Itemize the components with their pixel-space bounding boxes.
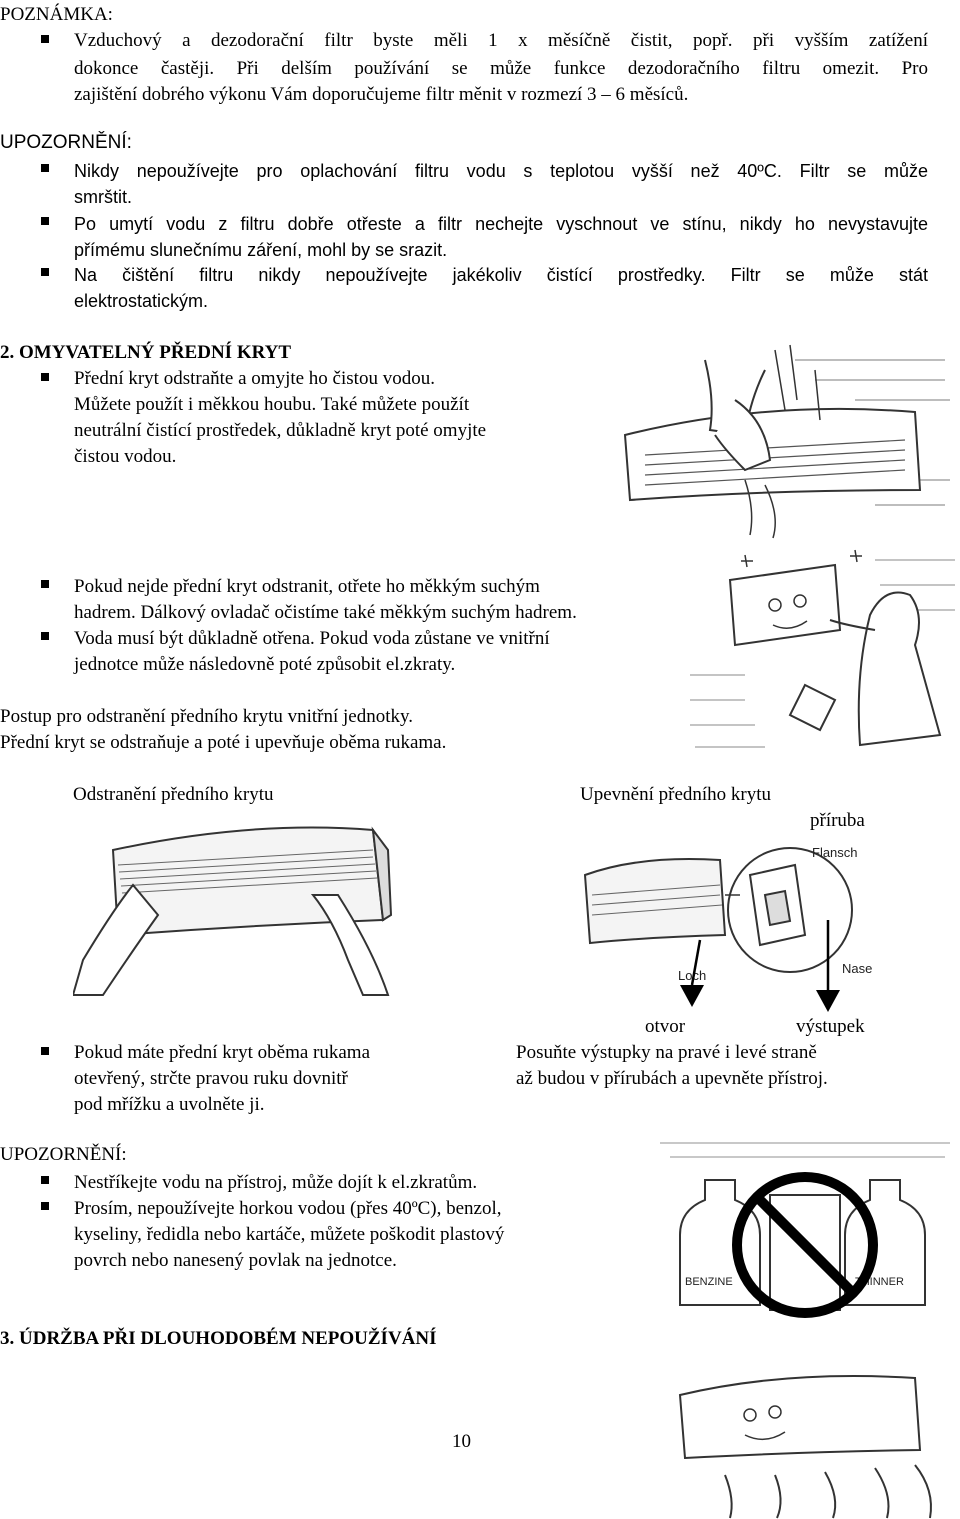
section2-item2-line2: hadrem. Dálkový ovladač očistíme také měkkým suchým hadrem. <box>74 602 577 623</box>
note-item1-line1: Vzduchový a dezodorační filtr byste měli 1 x měsíčně čistit, popř. při vyšším zatížení <box>74 30 928 51</box>
warning-item1-line1: Nikdy nepoužívejte pro oplachování filtru vodu s teplotou vyšší než 40ºC. Filtr se může <box>74 161 928 181</box>
warning2-item2-line2: kyseliny, ředidla nebo kartáče, můžete poškodit plastový <box>74 1224 505 1245</box>
label-flansch: Flansch <box>812 845 858 860</box>
warning2-item1: Nestříkejte vodu na přístroj, může dojít k el.zkratům. <box>74 1172 478 1193</box>
warning-item2-line1: Po umytí vodu z filtru dobře otřeste a filtr nechejte vyschnout ve stínu, nikdy ho nevystavujte <box>74 214 928 234</box>
section2-item2-line1: Pokud nejde přední kryt odstranit, otřete ho měkkým suchým <box>74 576 540 597</box>
bullet-icon <box>41 164 49 172</box>
no-chemicals-illustration <box>650 1135 960 1325</box>
page-number: 10 <box>452 1431 471 1452</box>
bullet-icon <box>41 35 49 43</box>
bullet-icon <box>41 632 49 640</box>
note-item1-line3: zajištění dobrého výkonu Vám doporučujeme filtr měnit v rozmezí 3 – 6 měsíců. <box>74 84 689 105</box>
warning2-heading: UPOZORNĚNÍ: <box>0 1144 127 1165</box>
bullet-icon <box>41 268 49 276</box>
section2-item3-line1: Voda musí být důkladně otřena. Pokud voda zůstane ve vnitřní <box>74 628 550 649</box>
step-left-line2: otevřený, strčte pravou ruku dovnitř <box>74 1068 348 1089</box>
label-benzine: BENZINE <box>685 1276 733 1288</box>
remove-cover-illustration <box>73 810 403 1000</box>
label-loch: Loch <box>678 968 707 983</box>
bullet-icon <box>41 217 49 225</box>
warning2-item2-line3: povrch nebo nanesený povlak na jednotce. <box>74 1250 397 1271</box>
arrow-down-icon <box>816 990 840 1012</box>
note-heading: POZNÁMKA: <box>0 4 113 25</box>
warning-heading: UPOZORNĚNÍ: <box>0 132 132 153</box>
procedure-line1: Postup pro odstranění předního krytu vnitřní jednotky. <box>0 706 414 727</box>
section2-item1-line4: čistou vodou. <box>74 446 177 467</box>
warning-item2-line2: přímému slunečnímu záření, mohl by se srazit. <box>74 240 448 260</box>
unit-drying-illustration <box>665 1340 960 1519</box>
label-nase: Nase <box>842 961 873 976</box>
label-otvor: otvor <box>645 1016 686 1037</box>
bullet-icon <box>41 373 49 381</box>
section2-heading: 2. OMYVATELNÝ PŘEDNÍ KRYT <box>0 342 292 363</box>
warning-item3-line2: elektrostatickým. <box>74 291 209 311</box>
warning2-item2-line1: Prosím, nepoužívejte horkou vodou (přes 40ºC), benzol, <box>74 1198 502 1219</box>
section2-item3-line2: jednotce může následovně poté způsobit el.zkraty. <box>74 654 456 675</box>
label-thinner: THINNER <box>855 1276 904 1288</box>
step-right-line2: až budou v přírubách a upevněte přístroj. <box>516 1068 828 1089</box>
label-vystupek: výstupek <box>796 1016 865 1037</box>
bullet-icon <box>41 1202 49 1210</box>
attach-cover-title: Upevnění předního krytu <box>580 784 772 805</box>
step-left-line3: pod mřížku a uvolněte ji. <box>74 1094 265 1115</box>
attach-cover-illustration <box>580 825 900 1015</box>
cover-washing-illustration <box>615 340 960 540</box>
warning-item3-line1: Na čištění filtru nikdy nepoužívejte jakékoliv čistící prostředky. Filtr se může stát <box>74 265 928 285</box>
bullet-icon <box>41 1047 49 1055</box>
bullet-icon <box>41 580 49 588</box>
section2-item1-line2: Můžete použít i měkkou houbu. Také můžete použít <box>74 394 470 415</box>
warning-item1-line2: smrštit. <box>74 187 132 207</box>
section2-item1-line1: Přední kryt odstraňte a omyjte ho čistou vodou. <box>74 368 435 389</box>
procedure-line2: Přední kryt se odstraňuje a poté i upevňuje oběma rukama. <box>0 732 447 753</box>
section3-heading: 3. ÚDRŽBA PŘI DLOUHODOBÉM NEPOUŽÍVÁNÍ <box>0 1328 437 1349</box>
bullet-icon <box>41 1176 49 1184</box>
arrow-down-icon <box>680 985 704 1007</box>
note-item1-line2: dokonce častěji. Při delším používání se může funkce dezodoračního filtru omezit. Pro <box>74 58 928 79</box>
step-right-line1: Posuňte výstupky na pravé i levé straně <box>516 1042 817 1063</box>
label-priruba: příruba <box>810 810 865 831</box>
remove-cover-title: Odstranění předního krytu <box>73 784 274 805</box>
cover-wiping-illustration <box>685 535 960 770</box>
step-left-line1: Pokud máte přední kryt oběma rukama <box>74 1042 371 1063</box>
section2-item1-line3: neutrální čistící prostředek, důkladně kryt poté omyjte <box>74 420 487 441</box>
